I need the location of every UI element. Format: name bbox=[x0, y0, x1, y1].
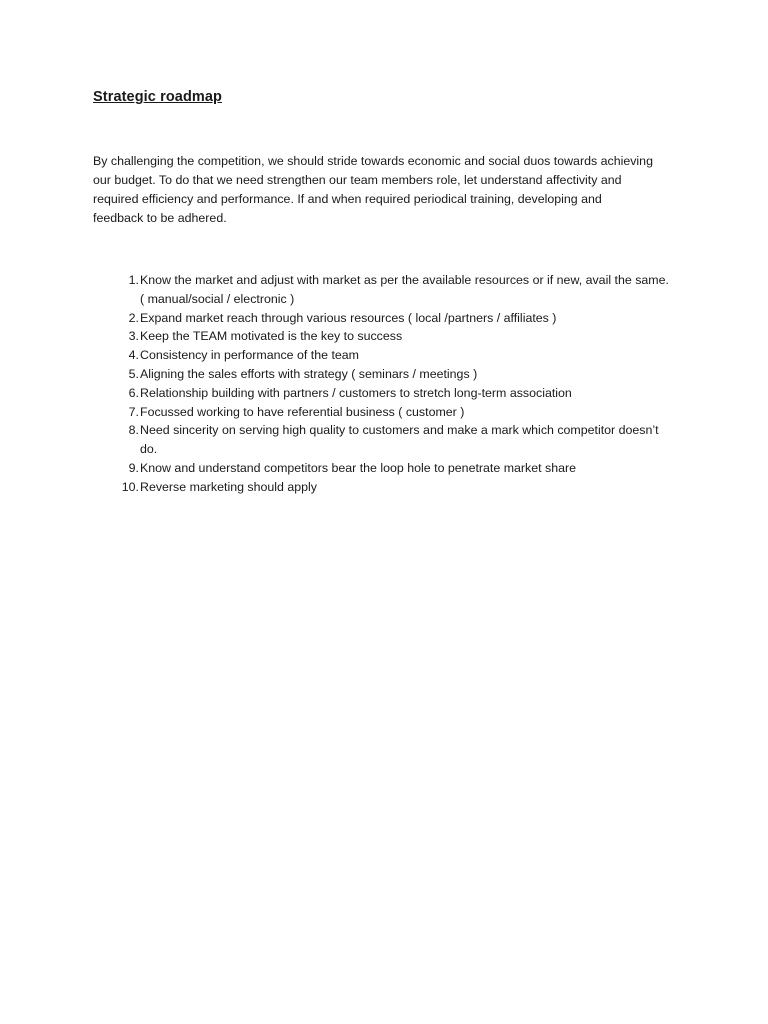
list-item-text: Aligning the sales efforts with strategy ( seminars / meetings ) bbox=[140, 366, 478, 381]
list-item-text: Keep the TEAM motivated is the key to success bbox=[140, 329, 403, 344]
list-item bbox=[112, 403, 672, 422]
page-title: Strategic roadmap bbox=[93, 89, 223, 105]
intro-paragraph: By challenging the competition, we should stride towards economic and social duos towards achieving our budget. To do that we need strengthen our team members role, let understand affectivity and required efficiency and performance. If and when required periodical training, developing and feedback to be adhered. bbox=[93, 154, 653, 225]
roadmap-list bbox=[112, 271, 672, 497]
list-item-number: 6. bbox=[128, 385, 139, 400]
list-item bbox=[112, 346, 672, 365]
list-item-number: 2. bbox=[128, 310, 139, 325]
list-item bbox=[112, 327, 672, 346]
list-item-text: Consistency in performance of the team bbox=[140, 348, 360, 363]
list-item-number: 3. bbox=[128, 329, 139, 344]
list-item-text: Expand market reach through various resources ( local /partners / affiliates ) bbox=[140, 310, 557, 325]
list-item bbox=[112, 478, 672, 497]
list-item-number: 5. bbox=[128, 366, 139, 381]
list-item-text: Relationship building with partners / customers to stretch long-term association bbox=[140, 385, 572, 400]
list-item bbox=[112, 365, 672, 384]
list-item bbox=[112, 384, 672, 403]
list-item bbox=[112, 309, 672, 328]
list-item-text: Know the market and adjust with market as per the available resources or if new, avail the same. ( manual/social / electronic ) bbox=[140, 273, 669, 306]
list-item-text: Need sincerity on serving high quality to customers and make a mark which competitor doesn’t do. bbox=[140, 423, 659, 457]
list-item-number: 9. bbox=[128, 460, 139, 475]
list-item-number: 10. bbox=[121, 479, 139, 494]
list-item-number: 7. bbox=[128, 404, 139, 419]
list-item-text: Focussed working to have referential business ( customer ) bbox=[140, 404, 465, 419]
list-item-number: 1. bbox=[128, 273, 139, 287]
list-item bbox=[112, 421, 672, 459]
list-item-text: Reverse marketing should apply bbox=[140, 479, 318, 494]
list-item bbox=[112, 271, 672, 309]
list-item-number: 8. bbox=[128, 423, 139, 438]
list-item-text: Know and understand competitors bear the loop hole to penetrate market share bbox=[140, 460, 577, 475]
list-item bbox=[112, 459, 672, 478]
list-item-number: 4. bbox=[128, 348, 139, 363]
